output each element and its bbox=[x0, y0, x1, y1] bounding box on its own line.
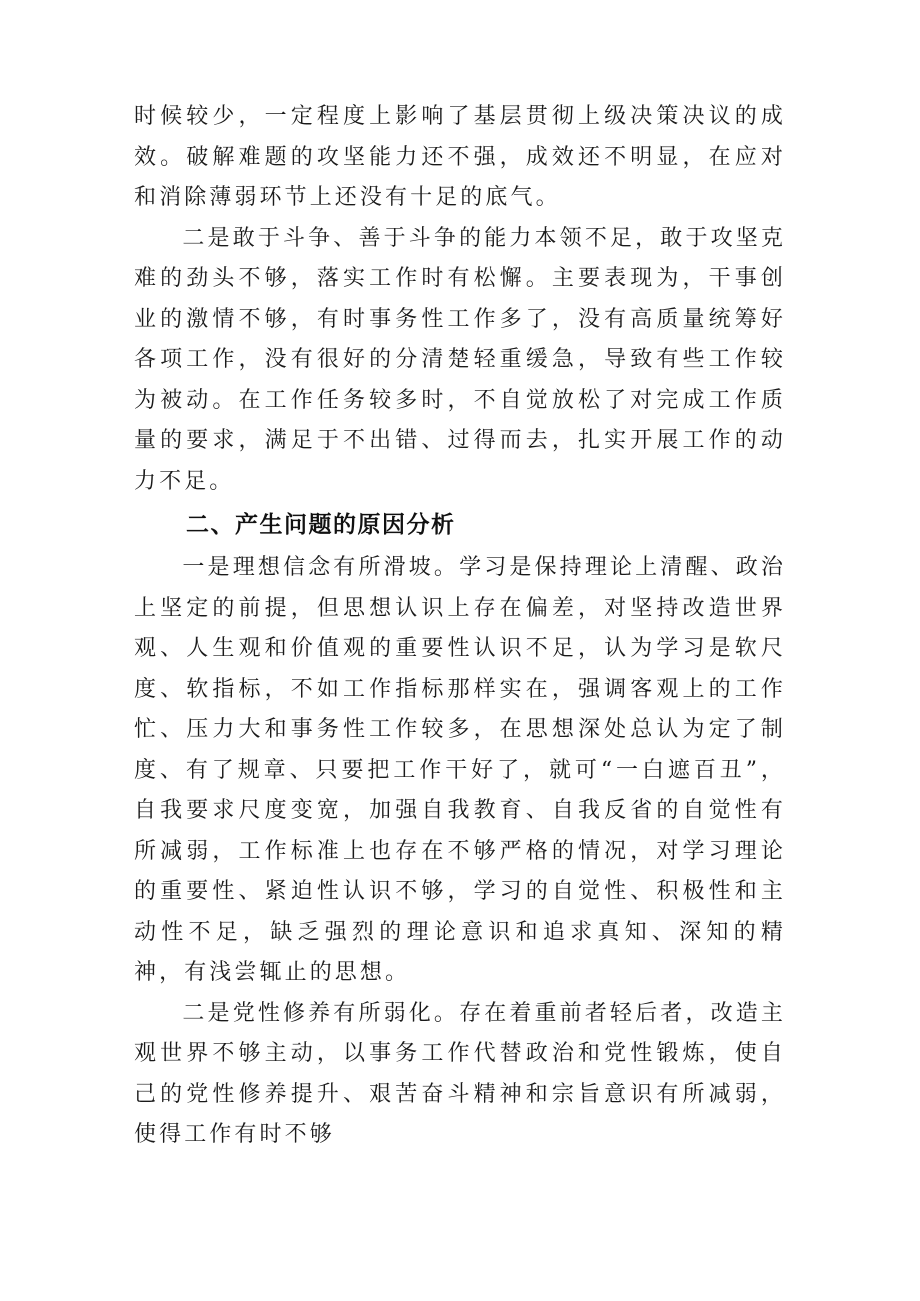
document-body bbox=[134, 97, 786, 1156]
paragraph-ideals-beliefs: 一是理想信念有所滑坡。学习是保持理论上清醒、政治上坚定的前提，但思想认识上存在偏差，对坚持改造世界观、人生观和价值观的重要性认识不足，认为学习是软尺度、软指标，不如工作指标那样实在，强调客观上的工作忙、压力大和事务性工作较多，在思想深处总认为定了制度、有了规章、只要把工作干好了，就可“一白遮百丑”，自我要求尺度变宽，加强自我教育、自我反省的自觉性有所减弱，工作标准上也存在不够严格的情况，对学习理论的重要性、紧迫性认识不够，学习的自觉性、积极性和主动性不足，缺乏强烈的理论意识和追求真知、深知的精神，有浅尝辄止的思想。 bbox=[134, 555, 786, 985]
paragraph-struggle-ability: 二是敢于斗争、善于斗争的能力本领不足，敢于攻坚克难的劲头不够，落实工作时有松懈。主要表现为，干事创业的激情不够，有时事务性工作多了，没有高质量统筹好各项工作，没有很好的分清楚轻重缓急，导致有些工作较为被动。在工作任务较多时，不自觉放松了对完成工作质量的要求，满足于不出错、过得而去，扎实开展工作的动力不足。 bbox=[134, 225, 786, 494]
paragraph-continuation: 时候较少，一定程度上影响了基层贯彻上级决策决议的成效。破解难题的攻坚能力还不强，成效还不明显，在应对和消除薄弱环节上还没有十足的底气。 bbox=[134, 104, 786, 210]
section-heading-cause-analysis: 二、产生问题的原因分析 bbox=[186, 512, 456, 538]
paragraph-party-spirit: 二是党性修养有所弱化。存在着重前者轻后者，改造主观世界不够主动，以事务工作代替政治和党性锻炼，使自己的党性修养提升、艰苦奋斗精神和宗旨意识有所减弱，使得工作有时不够 bbox=[134, 1000, 786, 1147]
